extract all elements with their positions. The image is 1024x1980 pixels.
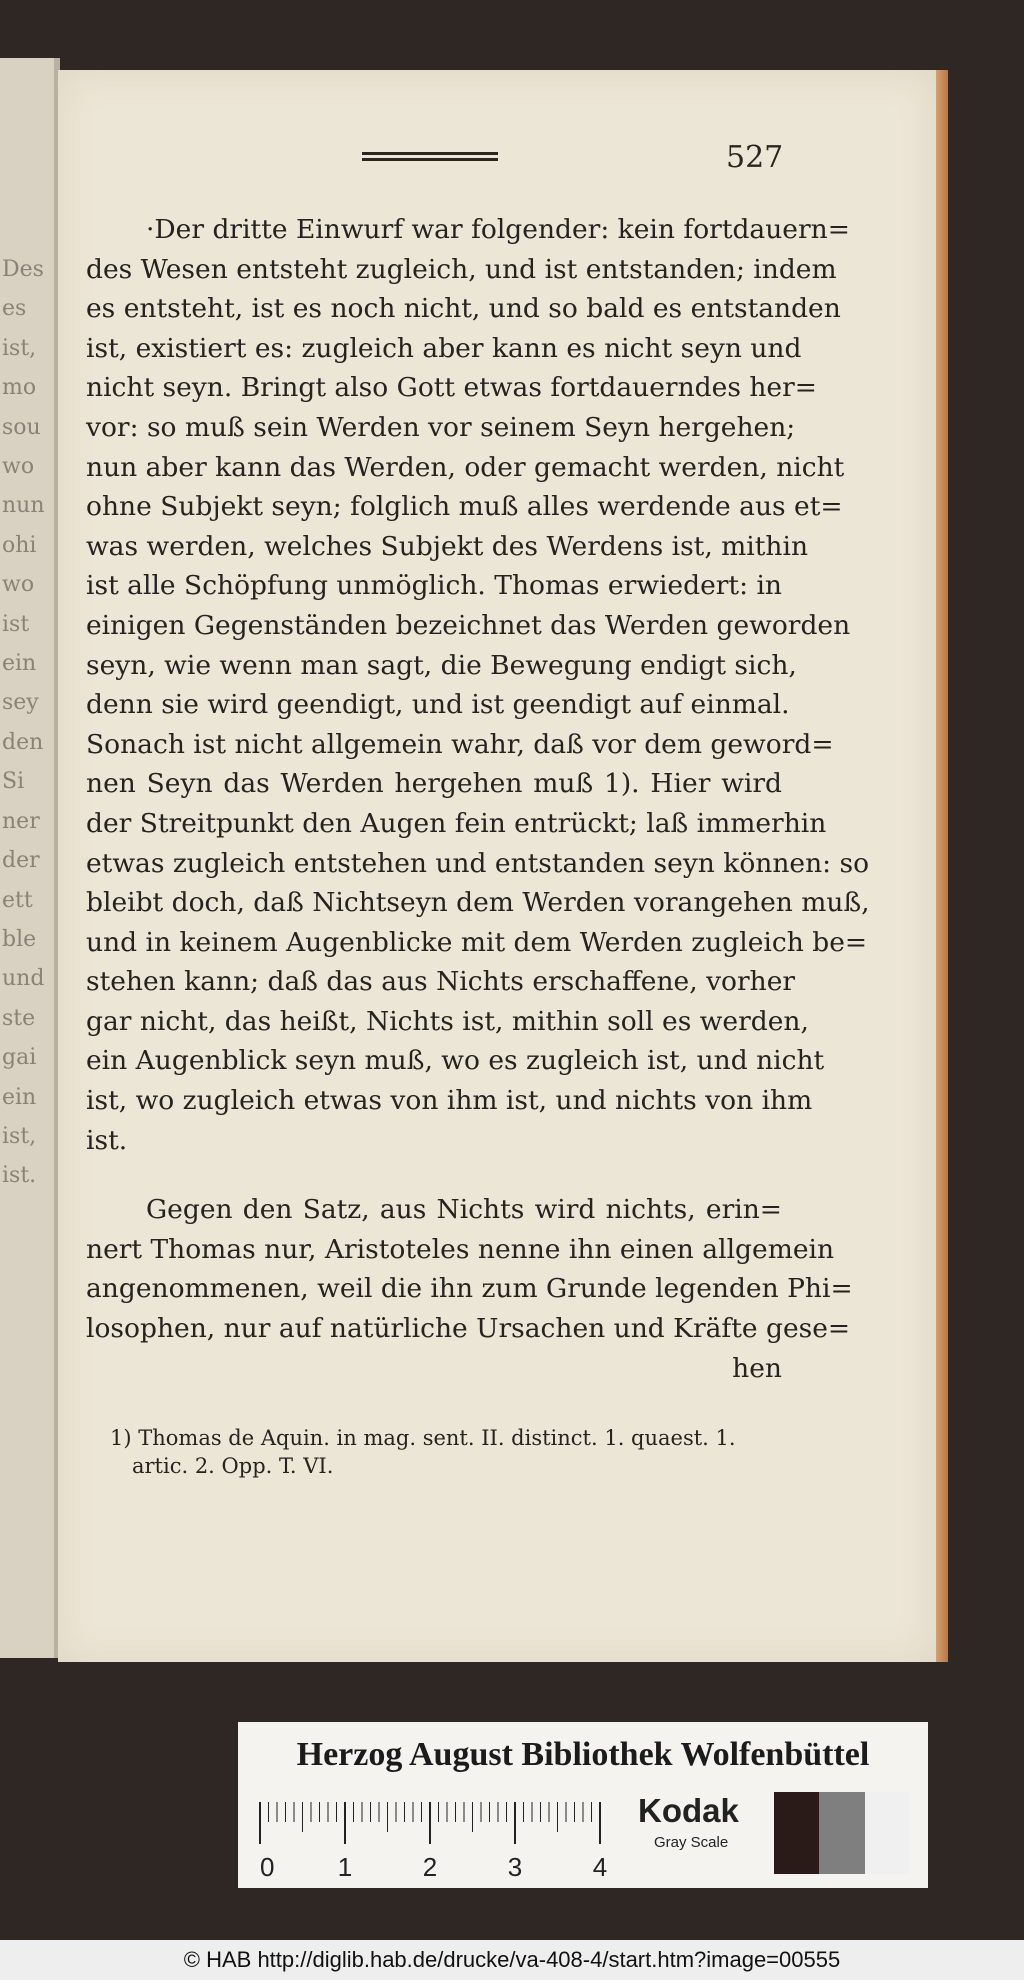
gray-swatch — [819, 1792, 864, 1874]
text-line: ist. — [86, 1124, 128, 1156]
text-line: nert Thomas nur, Aristoteles nenne ihn einen allgemein — [86, 1233, 835, 1265]
text-line: denn sie wird geendigt, und ist geendigt auf einmal. — [86, 689, 790, 721]
left-page-fragment: ist, — [2, 1123, 37, 1149]
left-page-fragment: gai — [2, 1045, 37, 1071]
footnote-line: artic. 2. Opp. T. VI. — [132, 1454, 334, 1478]
text-line: etwas zugleich entstehen und entstanden seyn können: so — [86, 847, 870, 879]
text-line: ist, existiert es: zugleich aber kann es nicht seyn und — [86, 332, 802, 364]
left-page-fragment: nun — [2, 493, 45, 519]
text-line: und in keinem Augenblicke mit dem Werden zugleich be= — [86, 926, 868, 958]
left-page-fragment: es — [2, 296, 27, 322]
kodak-logo: Kodak — [638, 1792, 739, 1829]
text-line: ein Augenblick seyn muß, wo es zugleich ist, und nicht — [86, 1045, 825, 1077]
body-text — [86, 210, 870, 1388]
color-calibration-card — [238, 1722, 928, 1888]
left-page-fragment: ohi — [2, 532, 37, 558]
footnote-line: 1) Thomas de Aquin. in mag. sent. II. distinct. 1. quaest. 1. — [110, 1426, 736, 1450]
left-page-text — [2, 250, 54, 1196]
header-rule — [362, 152, 498, 161]
left-page-fragment: ist, — [2, 335, 37, 361]
text-line: der Streitpunkt den Augen fein entrückt; laß immerhin — [86, 807, 827, 839]
text-line: ist alle Schöpfung unmöglich. Thomas erwiedert: in — [86, 570, 782, 602]
footnote — [110, 1424, 786, 1480]
ruler-number: 0 — [260, 1852, 275, 1882]
page-number: 527 — [726, 140, 784, 175]
text-line: Gegen den Satz, aus Nichts wird nichts, erin= — [146, 1194, 782, 1226]
gray-swatch — [774, 1792, 819, 1874]
page-edge — [936, 70, 948, 1662]
text-line: ist, wo zugleich etwas von ihm ist, und nichts von ihm — [86, 1085, 813, 1117]
text-line: nen Seyn das Werden hergehen muß 1). Hier wird — [86, 768, 782, 800]
left-page-fragment: ist — [2, 611, 30, 637]
left-page-fragment: ble — [2, 926, 37, 952]
text-line: was werden, welches Subjekt des Werdens ist, mithin — [86, 530, 809, 562]
text-line: seyn, wie wenn man sagt, die Bewegung endigt sich, — [86, 649, 797, 681]
text-line: des Wesen entsteht zugleich, und ist entstanden; indem — [86, 253, 837, 285]
left-page-fragment: wo — [2, 454, 35, 480]
left-page-fragment: sou — [2, 414, 41, 440]
text-line: Sonach ist nicht allgemein wahr, daß vor dem geword= — [86, 728, 834, 760]
ruler-number: 4 — [592, 1852, 608, 1882]
gray-scale-label: Gray Scale — [654, 1834, 729, 1851]
left-page-fragment: Si — [2, 769, 25, 795]
left-page-fragment: ist. — [2, 1163, 37, 1189]
left-page-fragment: und — [2, 966, 45, 992]
paragraph-1 — [86, 210, 870, 1160]
left-page-fragment: ste — [2, 1005, 36, 1031]
text-line: ohne Subjekt seyn; folglich muß alles werdende aus et= — [86, 491, 843, 523]
text-line: gar nicht, das heißt, Nichts ist, mithin soll es werden, — [86, 1005, 809, 1037]
ruler-ticks — [256, 1796, 636, 1888]
text-line: nicht seyn. Bringt also Gott etwas fortdauerndes her= — [86, 372, 817, 404]
left-page-fragment: den — [2, 729, 44, 755]
gray-swatches — [774, 1792, 910, 1874]
text-line: ·Der dritte Einwurf war folgender: kein fortdauern= — [146, 214, 850, 245]
left-page-fragment: der — [2, 848, 40, 874]
paragraph-2 — [86, 1190, 853, 1388]
ruler-number: 3 — [507, 1852, 523, 1882]
footer-bar — [0, 1940, 1024, 1980]
copyright-link[interactable]: © HAB http://diglib.hab.de/drucke/va-408-4/start.htm?image=00555 — [183, 1947, 841, 1972]
library-title: Herzog August Bibliothek Wolfenbüttel — [296, 1736, 870, 1773]
text-line: nun aber kann das Werden, oder gemacht werden, nicht — [86, 451, 845, 483]
text-line: losophen, nur auf natürliche Ursachen und Kräfte gese= — [86, 1313, 851, 1345]
ruler-number: 2 — [422, 1852, 438, 1882]
left-page-fragment: Des — [2, 257, 44, 282]
left-page-fragment: ein — [2, 1084, 37, 1110]
text-line: stehen kann; daß das aus Nichts erschaffene, vorher — [86, 966, 796, 998]
text-line: vor: so muß sein Werden vor seinem Seyn hergehen; — [86, 411, 796, 443]
ruler-number: 1 — [337, 1852, 353, 1882]
left-page-fragment: sey — [2, 690, 39, 716]
left-page-fragment: wo — [2, 572, 35, 598]
left-page-fragment: ein — [2, 651, 37, 677]
left-page-fragment: ner — [2, 808, 40, 834]
text-line: hen — [732, 1352, 782, 1384]
text-line: angenommenen, weil die ihn zum Grunde legenden Phi= — [86, 1273, 853, 1305]
text-line: einigen Gegenständen bezeichnet das Werden geworden — [86, 609, 851, 641]
left-page-fragment: mo — [2, 375, 37, 401]
text-line: es entsteht, ist es noch nicht, und so bald es entstanden — [86, 293, 841, 325]
text-line: bleibt doch, daß Nichtseyn dem Werden vorangehen muß, — [86, 887, 870, 919]
scale-ruler — [256, 1796, 846, 1888]
gray-swatch — [865, 1792, 910, 1874]
left-page-fragment: ett — [2, 887, 33, 913]
